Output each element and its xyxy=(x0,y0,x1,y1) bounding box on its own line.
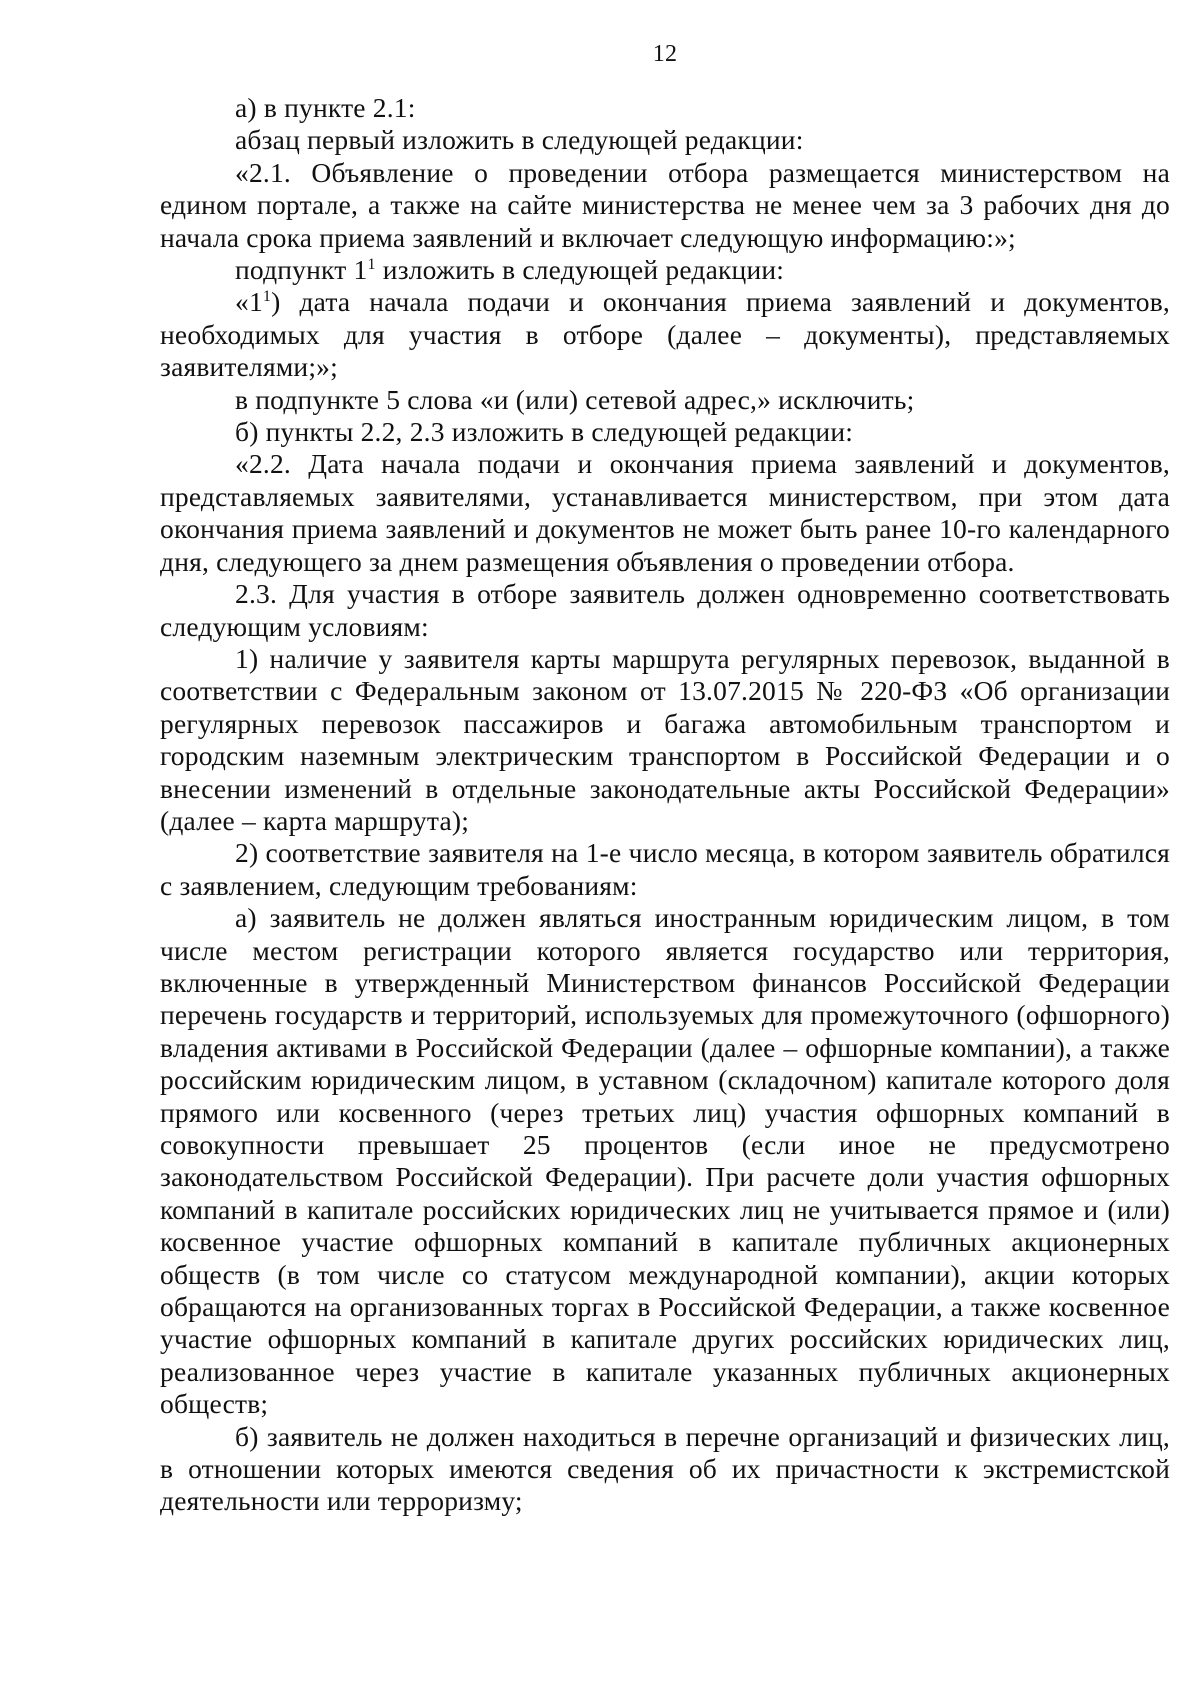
paragraph-condition-2: 2) соответствие заявителя на 1-е число месяца, в котором заявитель обратился с заявлением, следующим требованиям: xyxy=(160,837,1170,901)
paragraph-2-1-text: «2.1. Объявление о проведении отбора размещается министерством на едином портале, а также на сайте министерства не менее чем за 3 рабочих дня до начала срока приема заявлений и включает следующую информацию:»; xyxy=(160,156,1170,253)
paragraph-subpoint-1-1-text xyxy=(160,286,1170,383)
text-run: ) дата начала подачи и окончания приема заявлений и документов, необходимых для участия в отборе (далее – документы), представляемых заявителями;»; xyxy=(160,286,1170,383)
paragraph-condition-1: 1) наличие у заявителя карты маршрута регулярных перевозок, выданной в соответствии с Федеральным законом от 13.07.2015 № 220-ФЗ «Об организации регулярных перевозок пассажиров и багажа автомобильным транспортом и городским наземным электрическим транспортом в Российской Федерации и о внесении изменений в отдельные законодательные акты Российской Федерации» (далее – карта маршрута); xyxy=(160,642,1170,836)
paragraph-subpoint-1-1 xyxy=(160,254,1170,286)
superscript: 1 xyxy=(367,256,376,274)
superscript: 1 xyxy=(262,288,272,306)
text-run: «1 xyxy=(235,286,263,318)
paragraph-subpoint-5: в подпункте 5 слова «и (или) сетевой адрес,» исключить; xyxy=(235,383,915,415)
paragraph-2-3-text: 2.3. Для участия в отборе заявитель должен одновременно соответствовать следующим условиям: xyxy=(160,578,1170,642)
paragraph-requirement-a: а) заявитель не должен являться иностранным юридическим лицом, в том числе местом регистрации которого является государство или территория, включенные в утвержденный Министерством финансов Российской Федерации перечень государств и территорий, используемых для промежуточного (офшорного) владения активами в Российской Федерации (далее – офшорные компании), а также российским юридическим лицом, в уставном (складочном) капитале которого доля прямого или косвенного (через третьих лиц) участия офшорных компаний в совокупности превышает 25 процентов (если иное не предусмотрено законодательством Российской Федерации). При расчете доли участия офшорных компаний в капитале российских юридических лиц не учитывается прямое и (или) косвенное участие офшорных компаний в капитале публичных акционерных обществ (в том числе со статусом международной компании), акции которых обращаются на организованных торгах в Российской Федерации, а также косвенное участие офшорных компаний в капитале других российских юридических лиц, реализованное через участие в капитале указанных публичных акционерных обществ; xyxy=(160,902,1170,1420)
paragraph-first-abzac: абзац первый изложить в следующей редакции: xyxy=(235,124,804,156)
page-number: 12 xyxy=(652,41,678,67)
text-run: подпункт 1 xyxy=(235,254,368,286)
paragraph-requirement-b: б) заявитель не должен находиться в перечне организаций и физических лиц, в отношении которых имеются сведения об их причастности к экстремистской деятельности или терроризму; xyxy=(160,1420,1170,1517)
paragraph-2-2-text: «2.2. Дата начала подачи и окончания приема заявлений и документов, представляемых заявителями, устанавливается министерством, при этом дата окончания приема заявлений и документов не может быть ранее 10-го календарного дня, следующего за днем размещения объявления о проведении отбора. xyxy=(160,448,1170,577)
document-page xyxy=(160,40,1170,1518)
paragraph-amendment-a: а) в пункте 2.1: xyxy=(235,92,416,123)
paragraph-amendment-b: б) пункты 2.2, 2.3 изложить в следующей редакции: xyxy=(235,416,854,448)
text-run: изложить в следующей редакции: xyxy=(375,254,785,286)
